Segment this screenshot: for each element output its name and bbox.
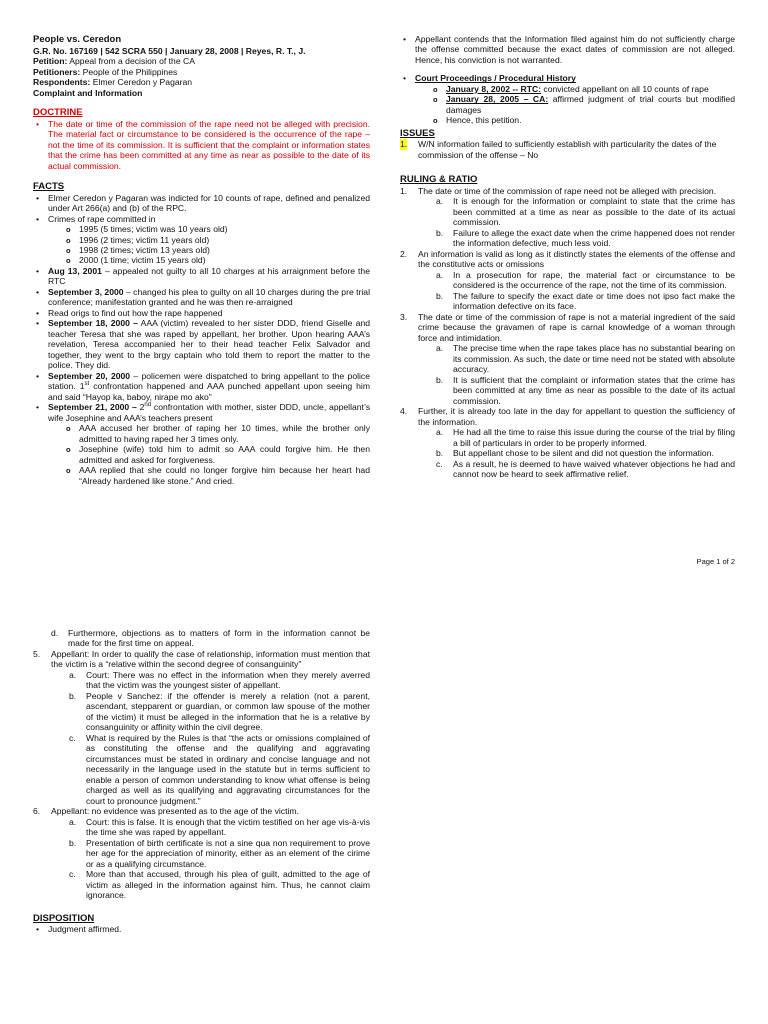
ruling-sublist — [436, 343, 735, 406]
ruling-item — [400, 186, 735, 249]
fact-item — [33, 318, 370, 370]
ruling-subitem — [436, 448, 735, 458]
proceeding-item: o Hence, this petition. — [430, 115, 735, 125]
disposition-heading: DISPOSITION — [33, 912, 95, 924]
ruling-text: Further, it is already too late in the day for appellant to question the sufficiency of the information. — [418, 406, 735, 427]
sub-letter: a. — [69, 669, 77, 680]
facts-list — [33, 193, 370, 487]
proceeding-text: convicted appellant on all 10 counts of rape — [541, 83, 709, 94]
ruling-subitem — [436, 459, 735, 480]
disposition-list — [33, 924, 370, 934]
ruling-list — [400, 186, 735, 480]
petition-value: Appeal from a decision of the CA — [69, 56, 195, 67]
petitioners-label: Petitioners: — [33, 66, 81, 77]
ruling-item — [400, 249, 735, 312]
sub-letter: b. — [436, 290, 444, 301]
proceedings-heading: Court Proceedings / Procedural History — [415, 73, 576, 84]
petition-label: Petition: — [33, 56, 68, 67]
ruling-subitem — [436, 196, 735, 227]
fact-text: – appealed not guilty to all 10 charges at his arraignment before the RTC — [48, 265, 370, 287]
years-list — [63, 224, 370, 266]
ruling-sublist — [69, 670, 370, 806]
ruling-subitem — [436, 427, 735, 448]
fact-date: September 18, 2000 – — [48, 318, 138, 329]
ruling-sublist — [436, 270, 735, 312]
year-item: o 1995 (5 times; victim was 10 years old) — [63, 224, 370, 234]
fact-item: • Elmer Ceredon y Pagaran was indicted for 10 counts of rape, defined and penalized under Art 266(a) and (b) of the RPC. — [33, 193, 370, 214]
issue-item — [400, 139, 735, 160]
ruling-subtext: It is sufficient that the complaint or information states that the crime has been committed at any time as near as possible to the date of its actual commission. — [453, 374, 735, 406]
doctrine-list — [33, 119, 370, 171]
ruling-subitem — [69, 817, 370, 838]
left-column — [33, 34, 370, 486]
confrontation-item: o Josephine (wife) told him to admit so AAA could forgive him. He then admitted and asked for forgiveness. — [63, 444, 370, 465]
fact-item — [33, 287, 370, 308]
sub-letter: a. — [436, 269, 444, 280]
sub-letter: c. — [69, 732, 76, 743]
ruling-item — [33, 806, 370, 900]
ruling-subtext: He had all the time to raise this issue during the course of the trial by filing a bill of particulars in order to be properly informed. — [453, 427, 735, 448]
doctrine-text: • The date or time of the commission of the rape need not be alleged with precision. The material fact or circumstance to be considered is the occurrence of the rape – not the time of its commission. It is sufficient that the complaint or information states that the crime has been committed at any time as near as possible to the date of its actual commission. — [33, 119, 370, 171]
ruling-text: The date or time of the commission of rape is not a material ingredient of the said crime because the gravamen of rape is carnal knowledge of a woman through force and intimidation. — [418, 311, 735, 343]
ruling-subitem — [69, 733, 370, 806]
year-item: o 1996 (2 times; victim 11 years old) — [63, 235, 370, 245]
ruling-subitem — [436, 343, 735, 374]
sub-letter: a. — [436, 343, 444, 354]
ruling-subtext: In a prosecution for rape, the material fact or circumstance to be considered is the occurrence of the rape, not the time of its commission. — [453, 269, 735, 291]
respondents-value: Elmer Ceredon y Pagaran — [92, 77, 193, 88]
ruling-subtext: Presentation of birth certificate is not a sine qua non requirement to prove her age for the appreciation of minority, either as an element of the cirime or as a qualifying circumstance. — [86, 837, 370, 869]
sub-letter: c. — [436, 458, 443, 469]
fact-text: confrontation with mother, sister DDD, uncle, appellant’s wife Josephine and AAA’s teachers present — [48, 402, 370, 423]
ruling-subtext: It is enough for the information or complaint to state that the crime has been committed at a time as near as possible to the date of its actual commission. — [453, 196, 735, 228]
year-item: o 1998 (2 times; victim 13 years old) — [63, 245, 370, 255]
case-citation: G.R. No. 167169 | 542 SCRA 550 | January 28, 2008 | Reyes, R. T., J. — [33, 45, 306, 56]
ruling-item — [400, 406, 735, 479]
ruling-sublist — [436, 196, 735, 248]
sub-letter: b. — [436, 227, 444, 238]
fact-text: AAA (victim) revealed to her sister DDD, friend Giselle and teacher Teresa that she was raped by appellant, her brother. Upon hearing AAA’s revelation, Teresa accompanied her to their head teacher Felix Salvador and together, they went to the brgy captain who told them to report the matter to the police. They did. — [48, 318, 370, 371]
sub-letter: b. — [436, 374, 444, 385]
respondents-line — [33, 77, 370, 87]
ruling-subtext: Court: There was no effect in the information when they merely averred that the victim was the youngest sister of appellant. — [86, 669, 370, 691]
confrontation-item: o AAA replied that she could no longer forgive him because her heart had “Already hardened like stone.” And cried. — [63, 465, 370, 486]
issues-heading: ISSUES — [400, 127, 435, 139]
ruling-item — [400, 312, 735, 406]
page-footer: Page 1 of 2 — [696, 557, 735, 566]
confrontation-list — [63, 423, 370, 486]
issue-number: 1. — [400, 139, 408, 150]
ruling-subtext: But appellant chose to be silent and did not question the information. — [453, 448, 714, 459]
sub-letter: a. — [436, 427, 444, 438]
proceeding-date: January 8, 2002 -- RTC: — [446, 83, 542, 94]
ruling-subtext: Furthermore, objections as to matters of form in the information cannot be made for the first time on appeal. — [68, 628, 370, 649]
ruling-list-continued — [33, 649, 370, 901]
ruling-subtext: Failure to allege the exact date when the crime happened does not render the information defective, much less void. — [453, 227, 735, 249]
ruling-subitem — [69, 691, 370, 733]
sub-letter: b. — [69, 837, 77, 848]
fact-text: confrontation happened and AAA punched appellant upon seeing him and said “Hayop ka, baboy, nirape mo ako” — [48, 381, 370, 402]
contention-text: • Appellant contends that the Information filed against him do not sufficiently charge the offense committed because the exact dates of commission are not alleged. Hence, his conviction is not warranted. — [400, 34, 735, 65]
ruling-number: 3. — [400, 311, 408, 322]
proceeding-text: affirmed judgment of trial courts but modified damages — [446, 94, 735, 115]
disposition-text: • Judgment affirmed. — [33, 924, 370, 934]
contention-list — [400, 34, 735, 65]
ruling-subitem — [69, 838, 370, 869]
fact-text: – changed his plea to guilty on all 10 charges during the pre trial conference; manifestation granted and he was then re-arraigned — [48, 286, 370, 308]
year-item: o 2000 (1 time; victim 15 years old) — [63, 255, 370, 265]
facts-heading: FACTS — [33, 181, 65, 192]
fact-date: September 3, 2000 — [48, 286, 124, 297]
sub-letter: a. — [69, 816, 77, 827]
ruling-subitem — [436, 228, 735, 249]
proceeding-item — [430, 84, 735, 94]
case-title: People vs. Ceredon — [33, 34, 122, 45]
issue-text: W/N information failed to sufficiently establish with particularity the dates of the commission of the offense – No — [418, 139, 717, 160]
fact-item — [33, 371, 370, 402]
ruling-text: The date or time of the commission of rape need not be alleged with precision. — [418, 186, 717, 196]
fact-date: Aug 13, 2001 — [48, 265, 102, 276]
ruling-sublist — [436, 427, 735, 479]
fact-date: September 21, 2000 – — [48, 402, 137, 413]
petitioners-line — [33, 67, 370, 77]
fact-item — [33, 266, 370, 287]
ruling-subitem — [69, 869, 370, 900]
page-two-column — [33, 628, 370, 935]
sub-letter: a. — [436, 196, 444, 207]
ruling-subtext: What is required by the Rules is that “the acts or omissions complained of as constituting the offense and the qualifying and aggravating circumstances must be stated in ordinary and concise language and not necessarily in the language used in the statute but in terms sufficient to enable a person of common understanding to know what offense is being charged as well as its qualifying and aggravating circumstances for the court to pronounce judgment.” — [86, 732, 370, 806]
ruling-subtext: As a result, he is deemed to have waived whatever objections he had and cannot now be heard to seek affirmative relief. — [453, 458, 735, 480]
ruling-number: 4. — [400, 406, 408, 417]
proceedings-sublist — [430, 84, 735, 126]
fact-text: Crimes of rape committed in — [48, 213, 156, 224]
respondents-label: Respondents: — [33, 77, 91, 88]
fact-item: • Read origs to find out how the rape happened — [33, 308, 370, 318]
ruling-number: 5. — [33, 648, 41, 659]
sub-letter: d. — [51, 628, 59, 638]
complaint-heading: Complaint and Information — [33, 87, 143, 98]
petition-line — [33, 56, 370, 66]
ruling-subitem — [51, 628, 370, 649]
ruling-sublist — [51, 628, 370, 649]
ruling-subitem — [436, 375, 735, 406]
right-column — [400, 34, 735, 480]
sub-letter: b. — [436, 448, 444, 459]
proceeding-date: January 28, 2005 – CA: — [446, 94, 549, 105]
ruling-text: Appellant: no evidence was presented as to the age of the victim. — [51, 806, 299, 817]
ruling-text: Appellant: In order to qualify the case of relationship, information must mention that the victim is a “relative within the second degree of consanguinity” — [51, 648, 370, 670]
ruling-subitem — [69, 670, 370, 691]
ruling-number: 6. — [33, 806, 41, 817]
ruling-subtext: The precise time when the rape takes place has no substantial bearing on its commission. As such, the date or time need not be stated with absolute accuracy. — [453, 343, 735, 375]
doctrine-heading: DOCTRINE — [33, 107, 83, 118]
ruling-item — [33, 649, 370, 806]
ruling-subitem — [436, 291, 735, 312]
fact-item — [33, 402, 370, 486]
ruling-subitem — [436, 270, 735, 291]
fact-text: – policemen were dispatched to bring appellant to the police station. 1 — [48, 370, 370, 392]
ruling-number: 1. — [400, 186, 408, 196]
sub-letter: c. — [69, 869, 76, 880]
ruling-subtext: The failure to specify the exact date or time does not ipso fact make the information defective on its face. — [453, 290, 735, 312]
proceedings-item — [400, 73, 735, 125]
superscript: nd — [144, 402, 152, 409]
superscript: st — [84, 381, 90, 388]
fact-item — [33, 214, 370, 266]
ruling-subtext: People v Sanchez: if the offender is merely a relation (not a parent, ascendant, stepparent or guardian, or common law spouse of the mother of the victim) it must be alleged in the information that he is a relative by consanguinity or affinity within the civil degree. — [86, 690, 370, 733]
ruling-number: 2. — [400, 248, 408, 259]
fact-text: 2 — [136, 402, 145, 413]
ruling-subtext: Court: this is false. It is enough that the victim testified on her age vis-à-vis the time she was raped by appellant. — [86, 816, 370, 838]
ruling-text: An information is valid as long as it distinctly states the elements of the offense and the constitutive acts or omissions — [418, 248, 735, 270]
petitioners-value: People of the Philippines — [82, 66, 178, 77]
ruling-sublist — [69, 817, 370, 901]
ruling-heading: RULING & RATIO — [400, 174, 478, 186]
proceeding-item — [430, 94, 735, 115]
confrontation-item: o AAA accused her brother of raping her 10 times, while the brother only admitted to having raped her 3 times only. — [63, 423, 370, 444]
proceedings-list — [400, 73, 735, 125]
sub-letter: b. — [69, 690, 77, 701]
ruling-subtext: More than that accused, through his plea of guilt, admitted to the age of victim as alleged in the information against him. Thus, he cannot claim ignorance. — [86, 869, 370, 901]
fact-date: September 20, 2000 — [48, 370, 131, 381]
